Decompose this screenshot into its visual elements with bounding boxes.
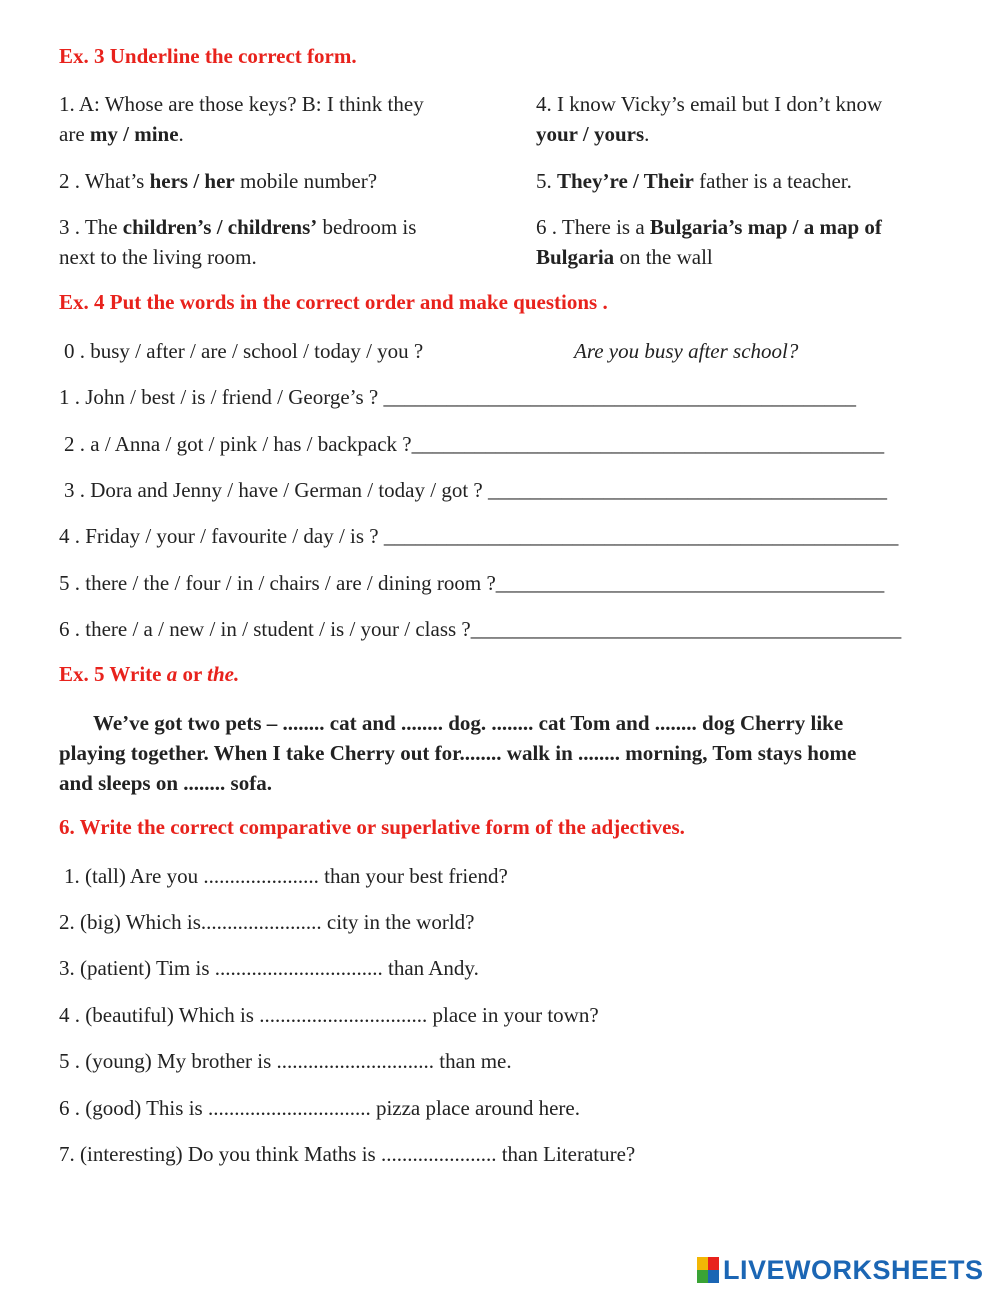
ex4-item-2[interactable]: 2 . a / Anna / got / pink / has / backpack ?_____________________________________________ [64,432,885,456]
ex3-q3-post: bedroom is [317,215,417,239]
ex3-q6-options-cont[interactable]: Bulgaria [536,245,615,269]
ex4-title: Ex. 4 Put the words in the correct order and make questions . [59,290,608,314]
ex3-q3-line2: next to the living room. [59,245,257,269]
ex3-q4-line1: 4. I know Vicky’s email but I don’t know [536,92,883,116]
ex6-item-5[interactable]: 5 . (young) My brother is .............................. than me. [59,1049,512,1073]
ex3-q1-post: . [178,122,184,146]
ex6-title: 6. Write the correct comparative or superlative form of the adjectives. [59,815,685,839]
ex3-q4-line2 [536,119,649,149]
ex3-q3-pre: 3 . The [59,215,123,239]
ex3-q2-pre: 2 . What’s [59,169,150,193]
ex6-item-7[interactable]: 7. (interesting) Do you think Maths is ...................... than Literature? [59,1142,636,1166]
ex5-title-pre: Ex. 5 Write [59,662,167,686]
ex5-title-the: the. [207,662,240,686]
liveworksheets-logo-icon [697,1257,719,1283]
ex5-title [59,662,239,687]
ex3-q2-options[interactable]: hers / her [149,169,235,193]
ex5-text-line-3[interactable]: and sleeps on ........ sofa. [59,771,272,795]
ex3-q1-line2 [59,119,184,149]
ex6-item-1[interactable]: 1. (tall) Are you ...................... than your best friend? [64,864,508,888]
ex3-q2 [59,166,377,196]
ex5-title-mid: or [177,662,208,686]
ex3-q2-post: mobile number? [234,169,378,193]
ex3-q4-options[interactable]: your / yours [536,122,645,146]
ex3-q6-line2 [536,242,713,272]
ex6-item-6[interactable]: 6 . (good) This is ............................... pizza place around here. [59,1096,580,1120]
liveworksheets-logo-text: LIVEWORKSHEETS [723,1254,984,1285]
ex4-item-4[interactable]: 4 . Friday / your / favourite / day / is ? _________________________________________________ [59,524,899,548]
ex4-item-5[interactable]: 5 . there / the / four / in / chairs / are / dining room ?_____________________________________ [59,571,885,595]
ex4-item-3[interactable]: 3 . Dora and Jenny / have / German / today / got ? ______________________________________ [64,478,887,502]
ex3-q4-post: . [644,122,650,146]
ex4-example: 0 . busy / after / are / school / today / you ? [64,339,424,363]
ex6-item-3[interactable]: 3. (patient) Tim is ................................ than Andy. [59,956,479,980]
ex6-item-2[interactable]: 2. (big) Which is....................... city in the world? [59,910,475,934]
liveworksheets-logo[interactable] [697,1255,984,1285]
ex4-example-answer: Are you busy after school? [574,339,799,363]
ex3-q3-options[interactable]: children’s / childrens’ [122,215,318,239]
ex3-q5-options[interactable]: They’re / Their [557,169,694,193]
ex3-q6-line1 [536,212,882,242]
ex3-q5-pre: 5. [536,169,557,193]
ex3-q6-pre: 6 . There is a [536,215,650,239]
ex3-q5 [536,166,852,196]
ex5-text-line-1[interactable]: We’ve got two pets – ........ cat and ........ dog. ........ cat Tom and ........ dog Cherry like [93,711,844,735]
ex3-q6-post: on the wall [614,245,713,269]
ex3-q1-options[interactable]: my / mine [89,122,179,146]
ex3-q5-post: father is a teacher. [693,169,852,193]
ex3-q1-line1: 1. A: Whose are those keys? B: I think they [59,92,424,116]
ex3-q1-pre: are [59,122,90,146]
ex5-text-line-2[interactable]: playing together. When I take Cherry out for........ walk in ........ morning, Tom stays home [59,741,857,765]
ex4-item-1[interactable]: 1 . John / best / is / friend / George’s ? _____________________________________________ [59,385,856,409]
ex6-item-4[interactable]: 4 . (beautiful) Which is ................................ place in your town? [59,1003,599,1027]
ex3-q3-line1 [59,212,416,242]
ex4-item-6[interactable]: 6 . there / a / new / in / student / is / your / class ?_________________________________________ [59,617,902,641]
ex5-title-a: a [166,662,178,686]
ex3-title: Ex. 3 Underline the correct form. [59,44,357,68]
ex3-q6-options[interactable]: Bulgaria’s map / a map of [649,215,882,239]
